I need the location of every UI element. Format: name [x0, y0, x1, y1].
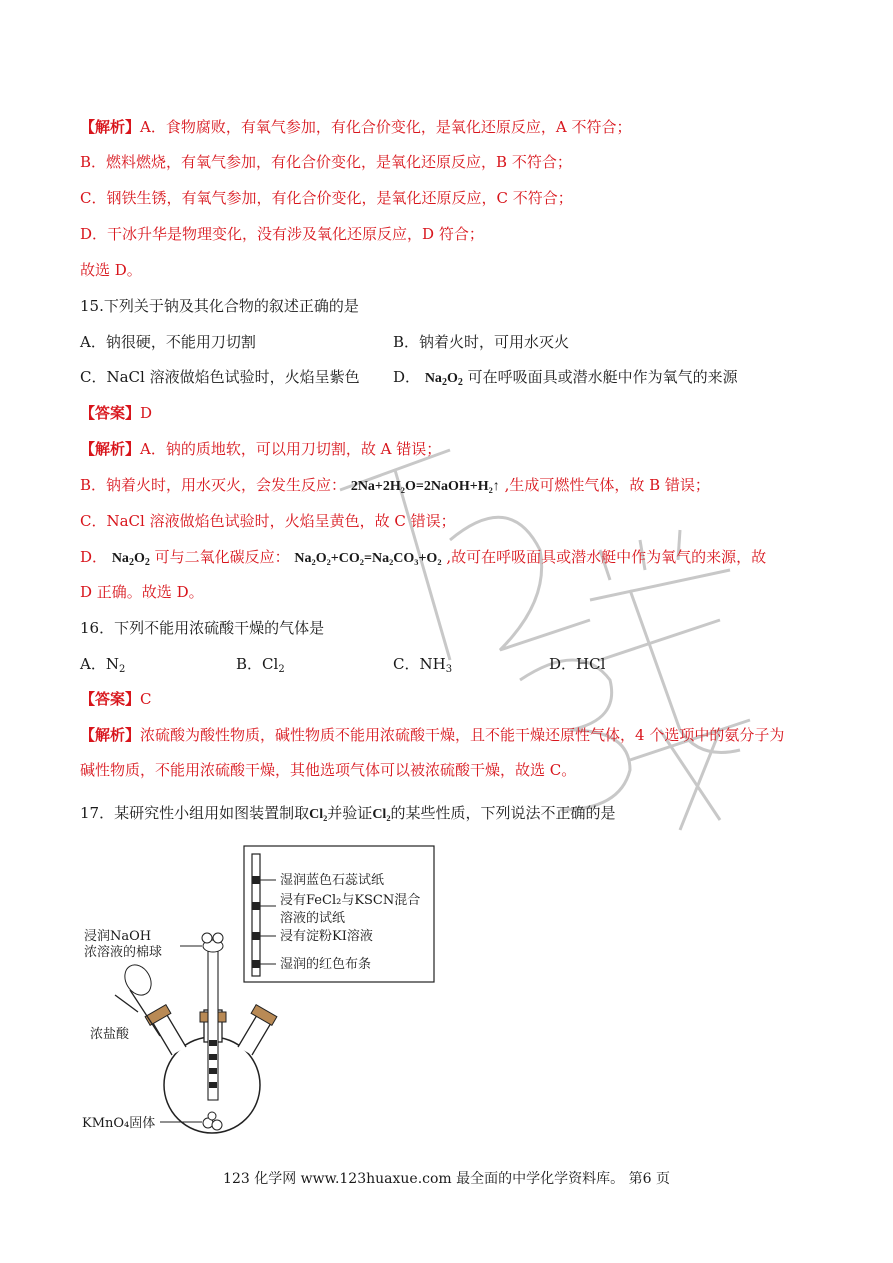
q15-analysis-d-line2: D 正确。故选 D。: [80, 583, 204, 601]
q15-analysis-a: [80, 439, 441, 459]
q15-option-a: A．钠很硬，不能用刀切割: [80, 333, 256, 351]
answer-value: C: [140, 690, 152, 708]
q15-analysis-b-text: B．钠着火时，用水灭火，会发生反应：: [80, 476, 347, 494]
q15-option-d: [393, 367, 738, 389]
strip-band-2: [252, 902, 260, 910]
q16-stem: 16．下列不能用浓硫酸干燥的气体是: [80, 619, 325, 637]
q15-answer: [80, 403, 152, 423]
q15-analysis-d-suffix: ,故可在呼吸面具或潜水艇中作为氧气的来源，故: [446, 548, 767, 566]
strip-band-3: [252, 932, 260, 940]
q14-analysis-a: [80, 117, 631, 137]
q15-analysis-d-prefix: D．: [80, 548, 108, 566]
na2o2-formula: $Na_2O_2$: [424, 371, 463, 388]
q15-analysis-a-text: A．钠的质地软，可以用刀切割，故 A 错误；: [140, 440, 442, 458]
q16-option-a: A．$N_2$: [80, 655, 126, 675]
separatory-funnel: [120, 960, 157, 1000]
strip-label-2a: 浸有FeCl₂与KSCN混合: [280, 893, 421, 908]
q17-stem-prefix: 17．某研究性小组用如图装置制取: [80, 804, 310, 822]
q15-option-b: B．钠着火时，可用水灭火: [393, 333, 570, 351]
q16-analysis-line2: 碱性物质，不能用浓硫酸干燥，其他选项气体可以被浓硫酸干燥，故选 C。: [80, 761, 577, 779]
page-footer: 123 化学网 www.123huaxue.com 最全面的中学化学资料库。 第6 页: [223, 1171, 670, 1187]
q15-stem: 15.下列关于钠及其化合物的叙述正确的是: [80, 297, 359, 315]
q14-analysis-a-text: A．食物腐败，有氧气参加，有化合价变化，是氧化还原反应，A 不符合；: [140, 118, 632, 136]
sodium-water-equation: 2Na+2H₂O=2NaOH+H₂↑: [350, 479, 500, 494]
analysis-tag: 【解析】: [80, 726, 141, 744]
test-strip-tube: [252, 854, 260, 976]
q16-option-c-text: C．NH: [393, 655, 446, 673]
q16-analysis-line1-text: 浓硫酸为酸性物质，碱性物质不能用浓硫酸干燥，且不能干燥还原性气体，4 个选项中的氨分子为: [140, 726, 785, 744]
q15-analysis-d-mid: 可与二氧化碳反应：: [154, 548, 290, 566]
tube-band-3: [209, 1068, 217, 1074]
apparatus-diagram: [80, 840, 460, 1150]
q17-stem-mid: 并验证: [327, 804, 373, 822]
q17-stem: [80, 803, 616, 825]
q16-option-d: D．HCl: [549, 655, 606, 673]
q16-option-c: C．$NH_3$: [393, 655, 453, 675]
label-kmno4: KMnO₄固体: [82, 1116, 156, 1131]
cotton-ball-lump: [213, 933, 223, 943]
strip-band-4: [252, 960, 260, 968]
analysis-tag: 【解析】: [80, 440, 141, 458]
q15-analysis-c: C．NaCl 溶液做焰色试验时，火焰呈黄色，故 C 错误；: [80, 512, 456, 530]
q14-analysis-d: D．干冰升华是物理变化，没有涉及氧化还原反应，D 符合；: [80, 225, 484, 243]
q15-analysis-b: [80, 475, 710, 497]
q15-analysis-d: [80, 547, 766, 569]
tube-band-1: [209, 1040, 217, 1046]
center-tube: [208, 950, 218, 1100]
q14-analysis-c: C．钢铁生锈，有氧气参加，有化合价变化，是氧化还原反应，C 不符合；: [80, 189, 573, 207]
q15-option-d-prefix: D．: [393, 368, 421, 386]
strip-label-1: 湿润蓝色石蕊试纸: [280, 873, 385, 888]
q17-stem-suffix: 的某些性质，下列说法不正确的是: [390, 804, 616, 822]
q15-option-c: C．NaCl 溶液做焰色试验时，火焰呈紫色: [80, 368, 360, 386]
q16-answer: [80, 689, 152, 709]
answer-tag: 【答案】: [80, 404, 141, 422]
strip-label-4: 湿润的红色布条: [280, 957, 372, 972]
q15-analysis-b-suffix: ,生成可燃性气体，故 B 错误；: [504, 476, 710, 494]
analysis-tag: 【解析】: [80, 118, 141, 136]
strip-band-1: [252, 876, 260, 884]
kmno4-solid: [208, 1112, 216, 1120]
q16-analysis-line1: [80, 725, 784, 745]
kmno4-solid: [212, 1120, 222, 1130]
answer-tag: 【答案】: [80, 690, 141, 708]
label-conc-hcl: 浓盐酸: [90, 1027, 130, 1042]
q14-conclusion: 故选 D。: [80, 261, 142, 279]
tube-band-4: [209, 1082, 217, 1088]
strip-label-2b: 溶液的试纸: [280, 911, 346, 926]
tube-band-2: [209, 1054, 217, 1060]
q15-option-d-text: 可在呼吸面具或潜水艇中作为氧气的来源: [467, 368, 738, 386]
label-cotton-line1: 浸润NaOH: [84, 929, 152, 944]
cotton-ball-lump: [202, 933, 212, 943]
answer-value: D: [140, 404, 153, 422]
cl2-formula: Cl₂: [309, 807, 328, 822]
strip-label-3: 浸有淀粉KI溶液: [280, 929, 373, 944]
cl2-formula: Cl₂: [372, 807, 391, 822]
peroxide-co2-equation: Na₂O₂+CO₂=Na₂CO₃+O₂: [294, 551, 442, 566]
q16-option-a-text: A．N: [80, 655, 119, 673]
q14-analysis-b: B．燃料燃烧，有氧气参加，有化合价变化，是氧化还原反应，B 不符合；: [80, 153, 572, 171]
q16-option-b-text: B．Cl: [236, 655, 279, 673]
label-cotton-line2: 浓溶液的棉球: [84, 945, 163, 960]
q16-option-b: B．$Cl_2$: [236, 655, 285, 675]
na2o2-formula: $Na_2O_2$: [111, 551, 150, 568]
